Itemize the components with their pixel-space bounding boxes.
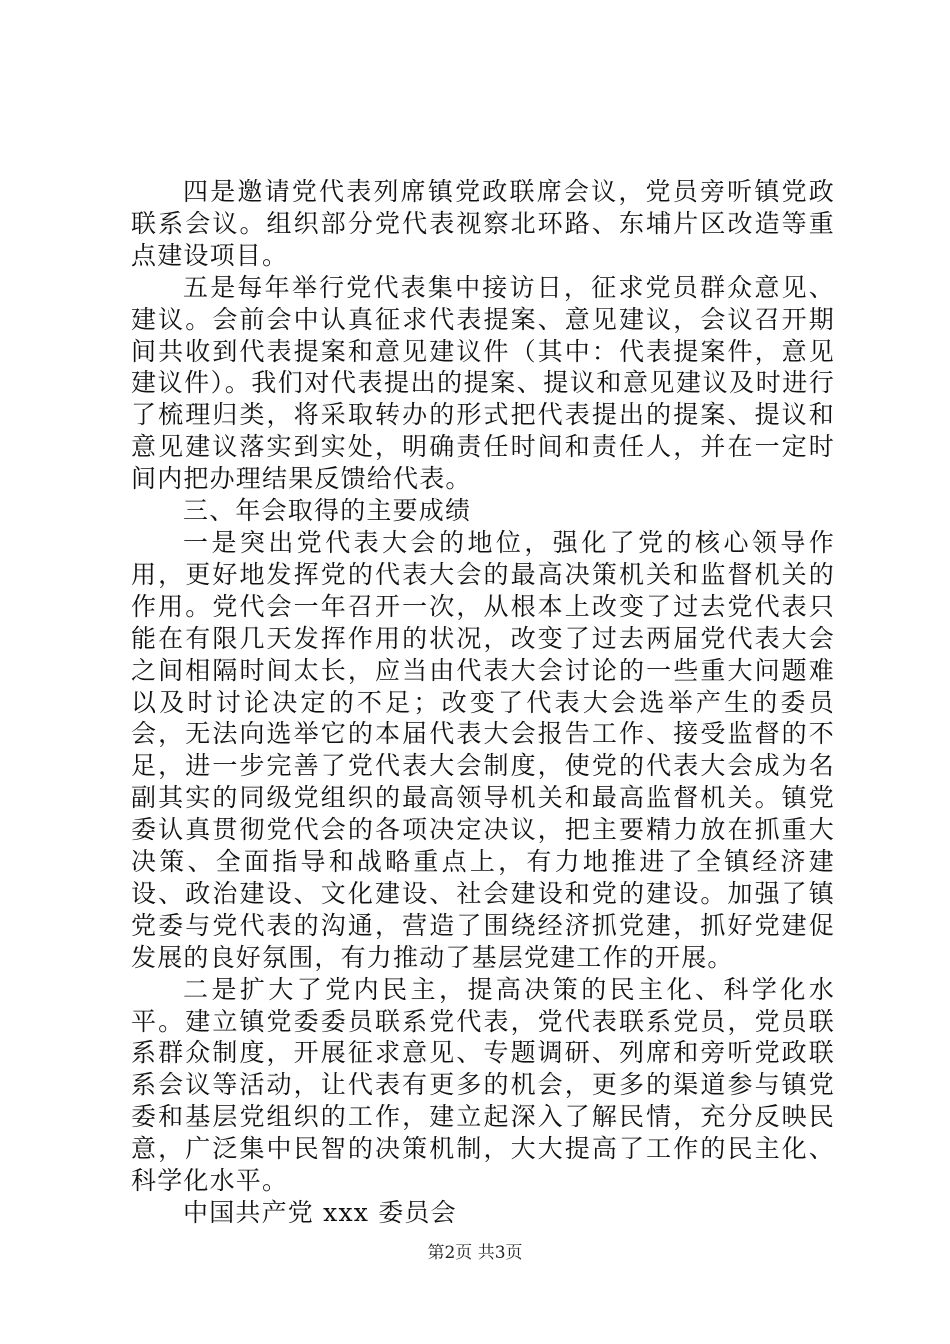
achievement-paragraph-one: 一是突出党代表大会的地位，强化了党的核心领导作用，更好地发挥党的代表大会的最高决策机关和监督机关的作用。党代会一年召开一次，从根本上改变了过去党代表只能在有限几天发挥作用的状况，改变了过去两届党代表大会之间相隔时间太长，应当由代表大会讨论的一些重大问题难以及时讨论决定的不足；改变了代表大会选举产生的委员会，无法向选举它的本届代表大会报告工作、接受监督的不足，进一步完善了党代表大会制度，使党的代表大会成为名副其实的同级党组织的最高领导机关和最高监督机关。镇党委认真贯彻党代会的各项决定决议，把主要精力放在抓重大决策、全面指导和战略重点上，有力地推进了全镇经济建设、政治建设、文化建设、社会建设和党的建设。加强了镇党委与党代表的沟通，营造了围绕经济抓党建，抓好党建促发展的良好氛围，有力推动了基层党建工作的开展。: [131, 527, 835, 972]
page-number-footer: 第2页 共3页: [427, 1243, 523, 1263]
achievement-paragraph-two: 二是扩大了党内民主，提高决策的民主化、科学化水平。建立镇党委委员联系党代表，党代表联系党员，党员联系群众制度，开展征求意见、专题调研、列席和旁听党政联系会议等活动，让代表有更多的机会，更多的渠道参与镇党委和基层党组织的工作，建立起深入了解民情，充分反映民意，广泛集中民智的决策机制，大大提高了工作的民主化、科学化水平。: [131, 974, 835, 1196]
paragraph-item-four: 四是邀请党代表列席镇党政联席会议，党员旁听镇党政联系会议。组织部分党代表视察北环路、东埔片区改造等重点建设项目。: [131, 177, 835, 270]
document-body: [131, 176, 835, 1229]
signature-line: 中国共产党 xxx 委员会: [183, 1198, 457, 1227]
paragraph-item-five: 五是每年举行党代表集中接访日，征求党员群众意见、建议。会前会中认真征求代表提案、意见建议，会议召开期间共收到代表提案和意见建议件（其中：代表提案件，意见建议件）。我们对代表提出的提案、提议和意见建议及时进行了梳理归类，将采取转办的形式把代表提出的提案、提议和意见建议落实到实处，明确责任时间和责任人，并在一定时间内把办理结果反馈给代表。: [131, 272, 835, 494]
section-heading: 三、年会取得的主要成绩: [183, 496, 472, 526]
